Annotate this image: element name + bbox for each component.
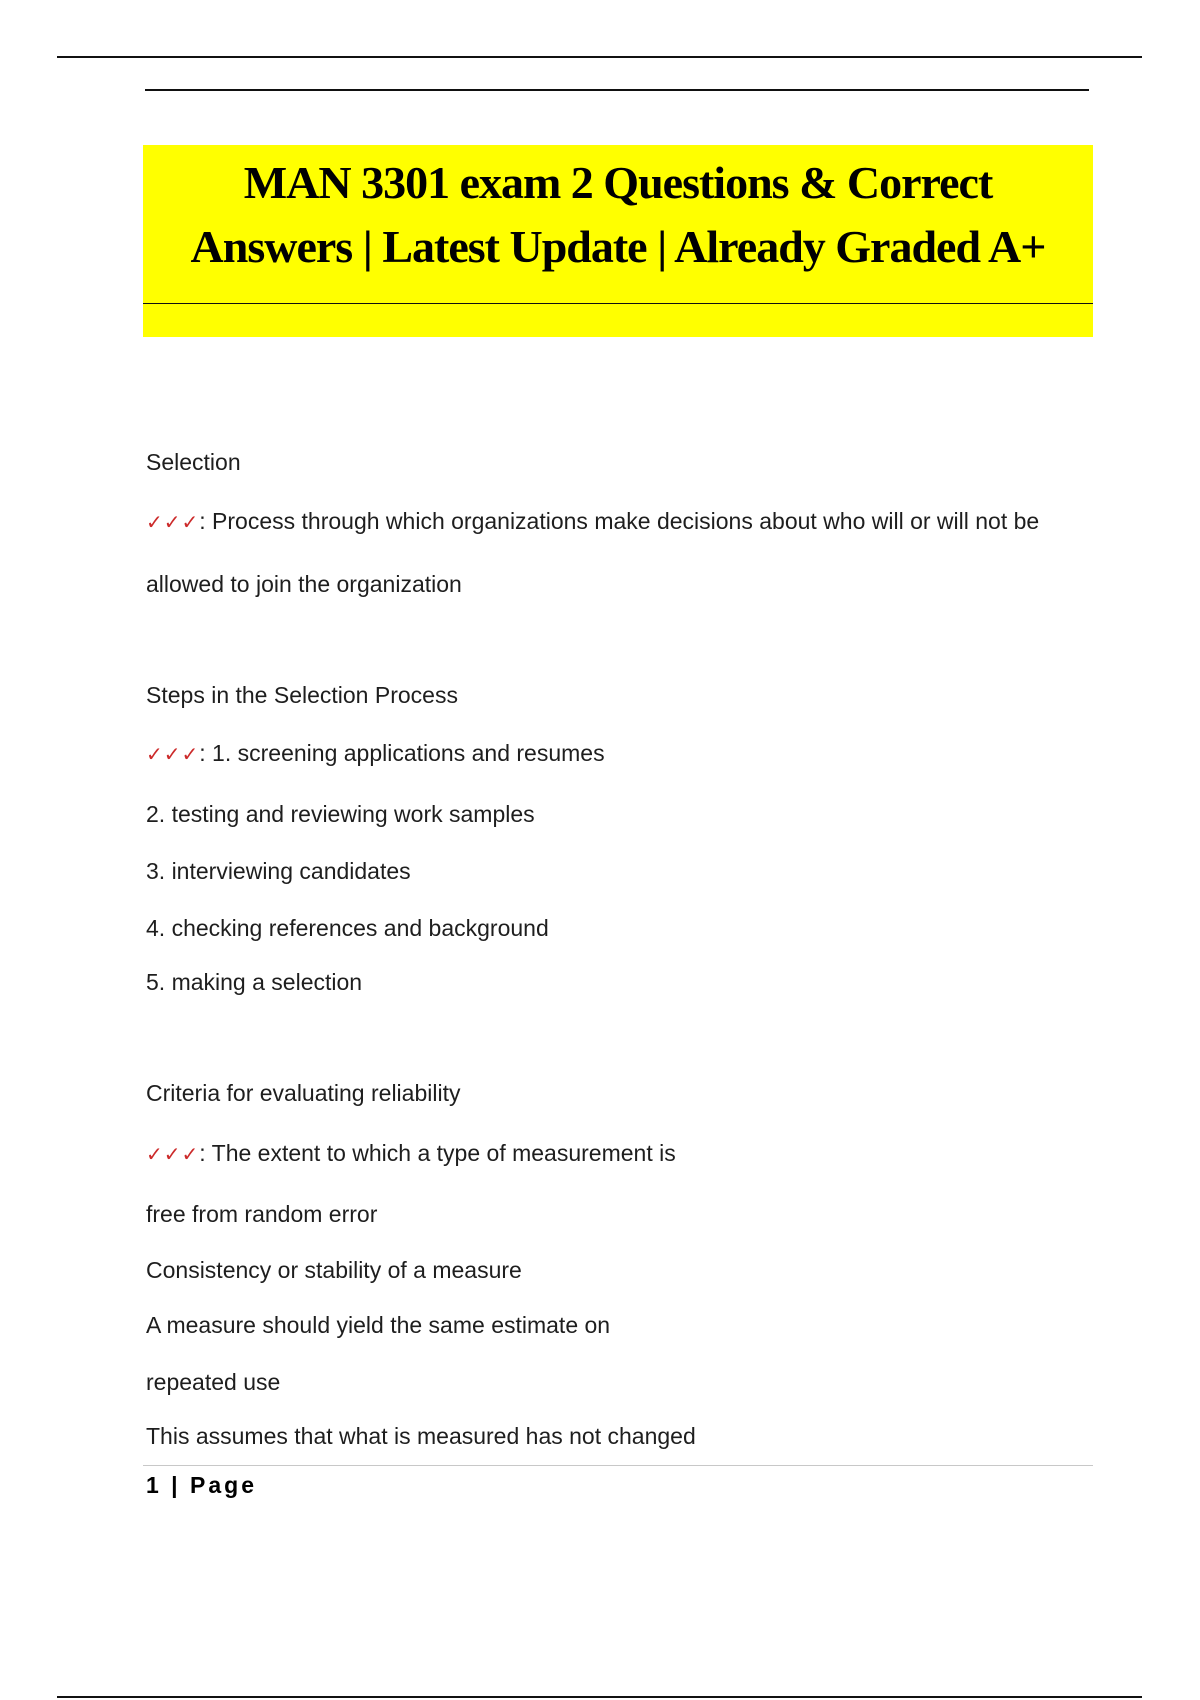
answer-text: : Process through which organizations make decisions about who will or will not be [199,508,1040,534]
top-rule-outer [57,56,1142,58]
answer-line: repeated use [146,1369,281,1395]
bottom-rule [57,1696,1142,1698]
answer-line [146,1139,676,1168]
title-line-2: Answers | Latest Update | Already Graded A+ [190,221,1046,272]
answer-line: Consistency or stability of a measure [146,1257,522,1283]
answer-line: 3. interviewing candidates [146,858,411,884]
top-rule-inner [145,89,1089,91]
title-line-1: MAN 3301 exam 2 Questions & Correct [243,157,993,208]
answer-line: 2. testing and reviewing work samples [146,801,535,827]
answer-line: 5. making a selection [146,969,363,995]
question-criteria-reliability: Criteria for evaluating reliability [146,1080,461,1106]
answer-line: A measure should yield the same estimate on [146,1312,611,1338]
question-steps-selection-process: Steps in the Selection Process [146,682,458,708]
answer-line: 4. checking references and background [146,915,549,941]
answer-line: This assumes that what is measured has not changed [146,1423,696,1449]
answer-line: free from random error [146,1201,378,1227]
page-number: 1 | Page [146,1472,257,1498]
title-underline [143,303,1093,304]
answer-text: : The extent to which a type of measurement is [199,1140,676,1166]
footer-divider [143,1465,1093,1466]
answer-text: : 1. screening applications and resumes [199,740,605,766]
answer-line [146,507,1039,536]
document-title [143,151,1093,279]
title-banner [143,145,1093,337]
question-selection: Selection [146,449,241,475]
checkmark-icon: ✓✓✓ [146,1142,200,1166]
checkmark-icon: ✓✓✓ [146,510,200,534]
checkmark-icon: ✓✓✓ [146,742,200,766]
answer-line: allowed to join the organization [146,571,462,597]
answer-line [146,739,605,768]
